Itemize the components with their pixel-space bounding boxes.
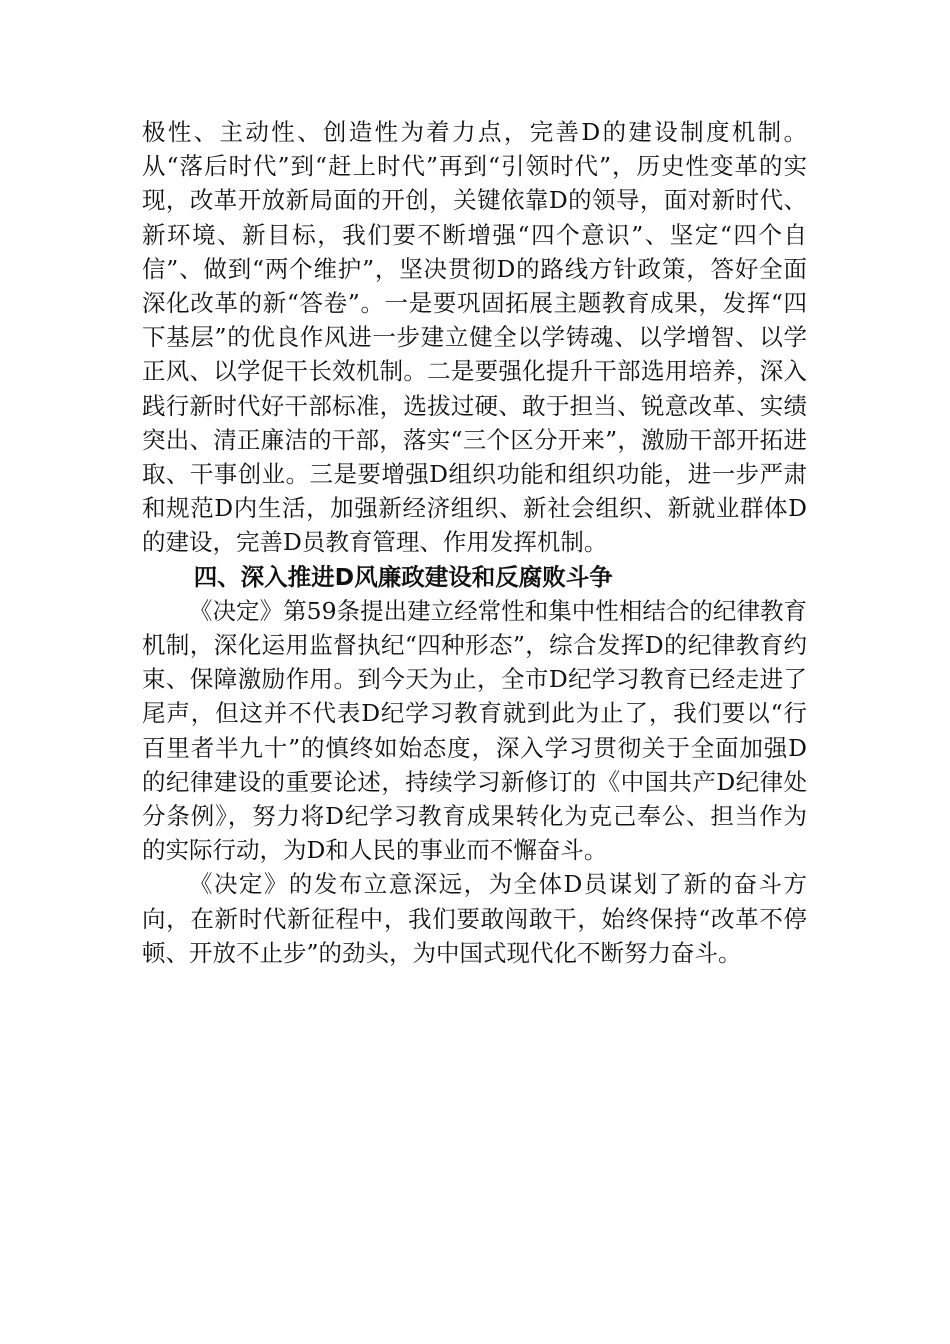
- section-heading: 四、深入推进D风廉政建设和反腐败斗争: [193, 562, 613, 591]
- continuation-paragraph: 极性、主动性、创造性为着力点，完善D的建设制度机制。从“落后时代”到“赶上时代”再到“引领时代”，历史性变革的实现，改革开放新局面的开创，关键依靠D的领导，面对新时代、新环境、新目标，我们要不断增强“四个意识”、坚定“四个自信”、做到“两个维护”，坚决贯彻D的路线方针政策，答好全面深化改革的新“答卷”。一是要巩固拓展主题教育成果，发挥“四下基层”的优良作风进一步建立健全以学铸魂、以学增智、以学正风、以学促干长效机制。二是要强化提升干部选用培养，深入践行新时代好干部标准，选拔过硬、敢于担当、锐意改革、实绩突出、清正廉洁的干部，落实“三个区分开来”，激励干部开拓进取、干事创业。三是要增强D组织功能和组织功能，进一步严肃和规范D内生活，加强新经济组织、新社会组织、新就业群体D的建设，完善D员教育管理、作用发挥机制。: [142, 118, 807, 557]
- document-body: [142, 115, 807, 970]
- closing-paragraph: 《决定》的发布立意深远，为全体D员谋划了新的奋斗方向，在新时代新征程中，我们要敢闯敢干，始终保持“改革不停顿、开放不止步”的劲头，为中国式现代化不断努力奋斗。: [142, 870, 807, 967]
- section-paragraph: 《决定》第59条提出建立经常性和集中性相结合的纪律教育机制，深化运用监督执纪“四种形态”，综合发挥D的纪律教育约束、保障激励作用。到今天为止，全市D纪学习教育已经走进了尾声，但这并不代表D纪学习教育就到此为止了，我们要以“行百里者半九十”的慎终如始态度，深入学习贯彻关于全面加强D的纪律建设的重要论述，持续学习新修订的《中国共产D纪律处分条例》，努力将D纪学习教育成果转化为克己奉公、担当作为的实际行动，为D和人民的事业而不懈奋斗。: [142, 596, 807, 865]
